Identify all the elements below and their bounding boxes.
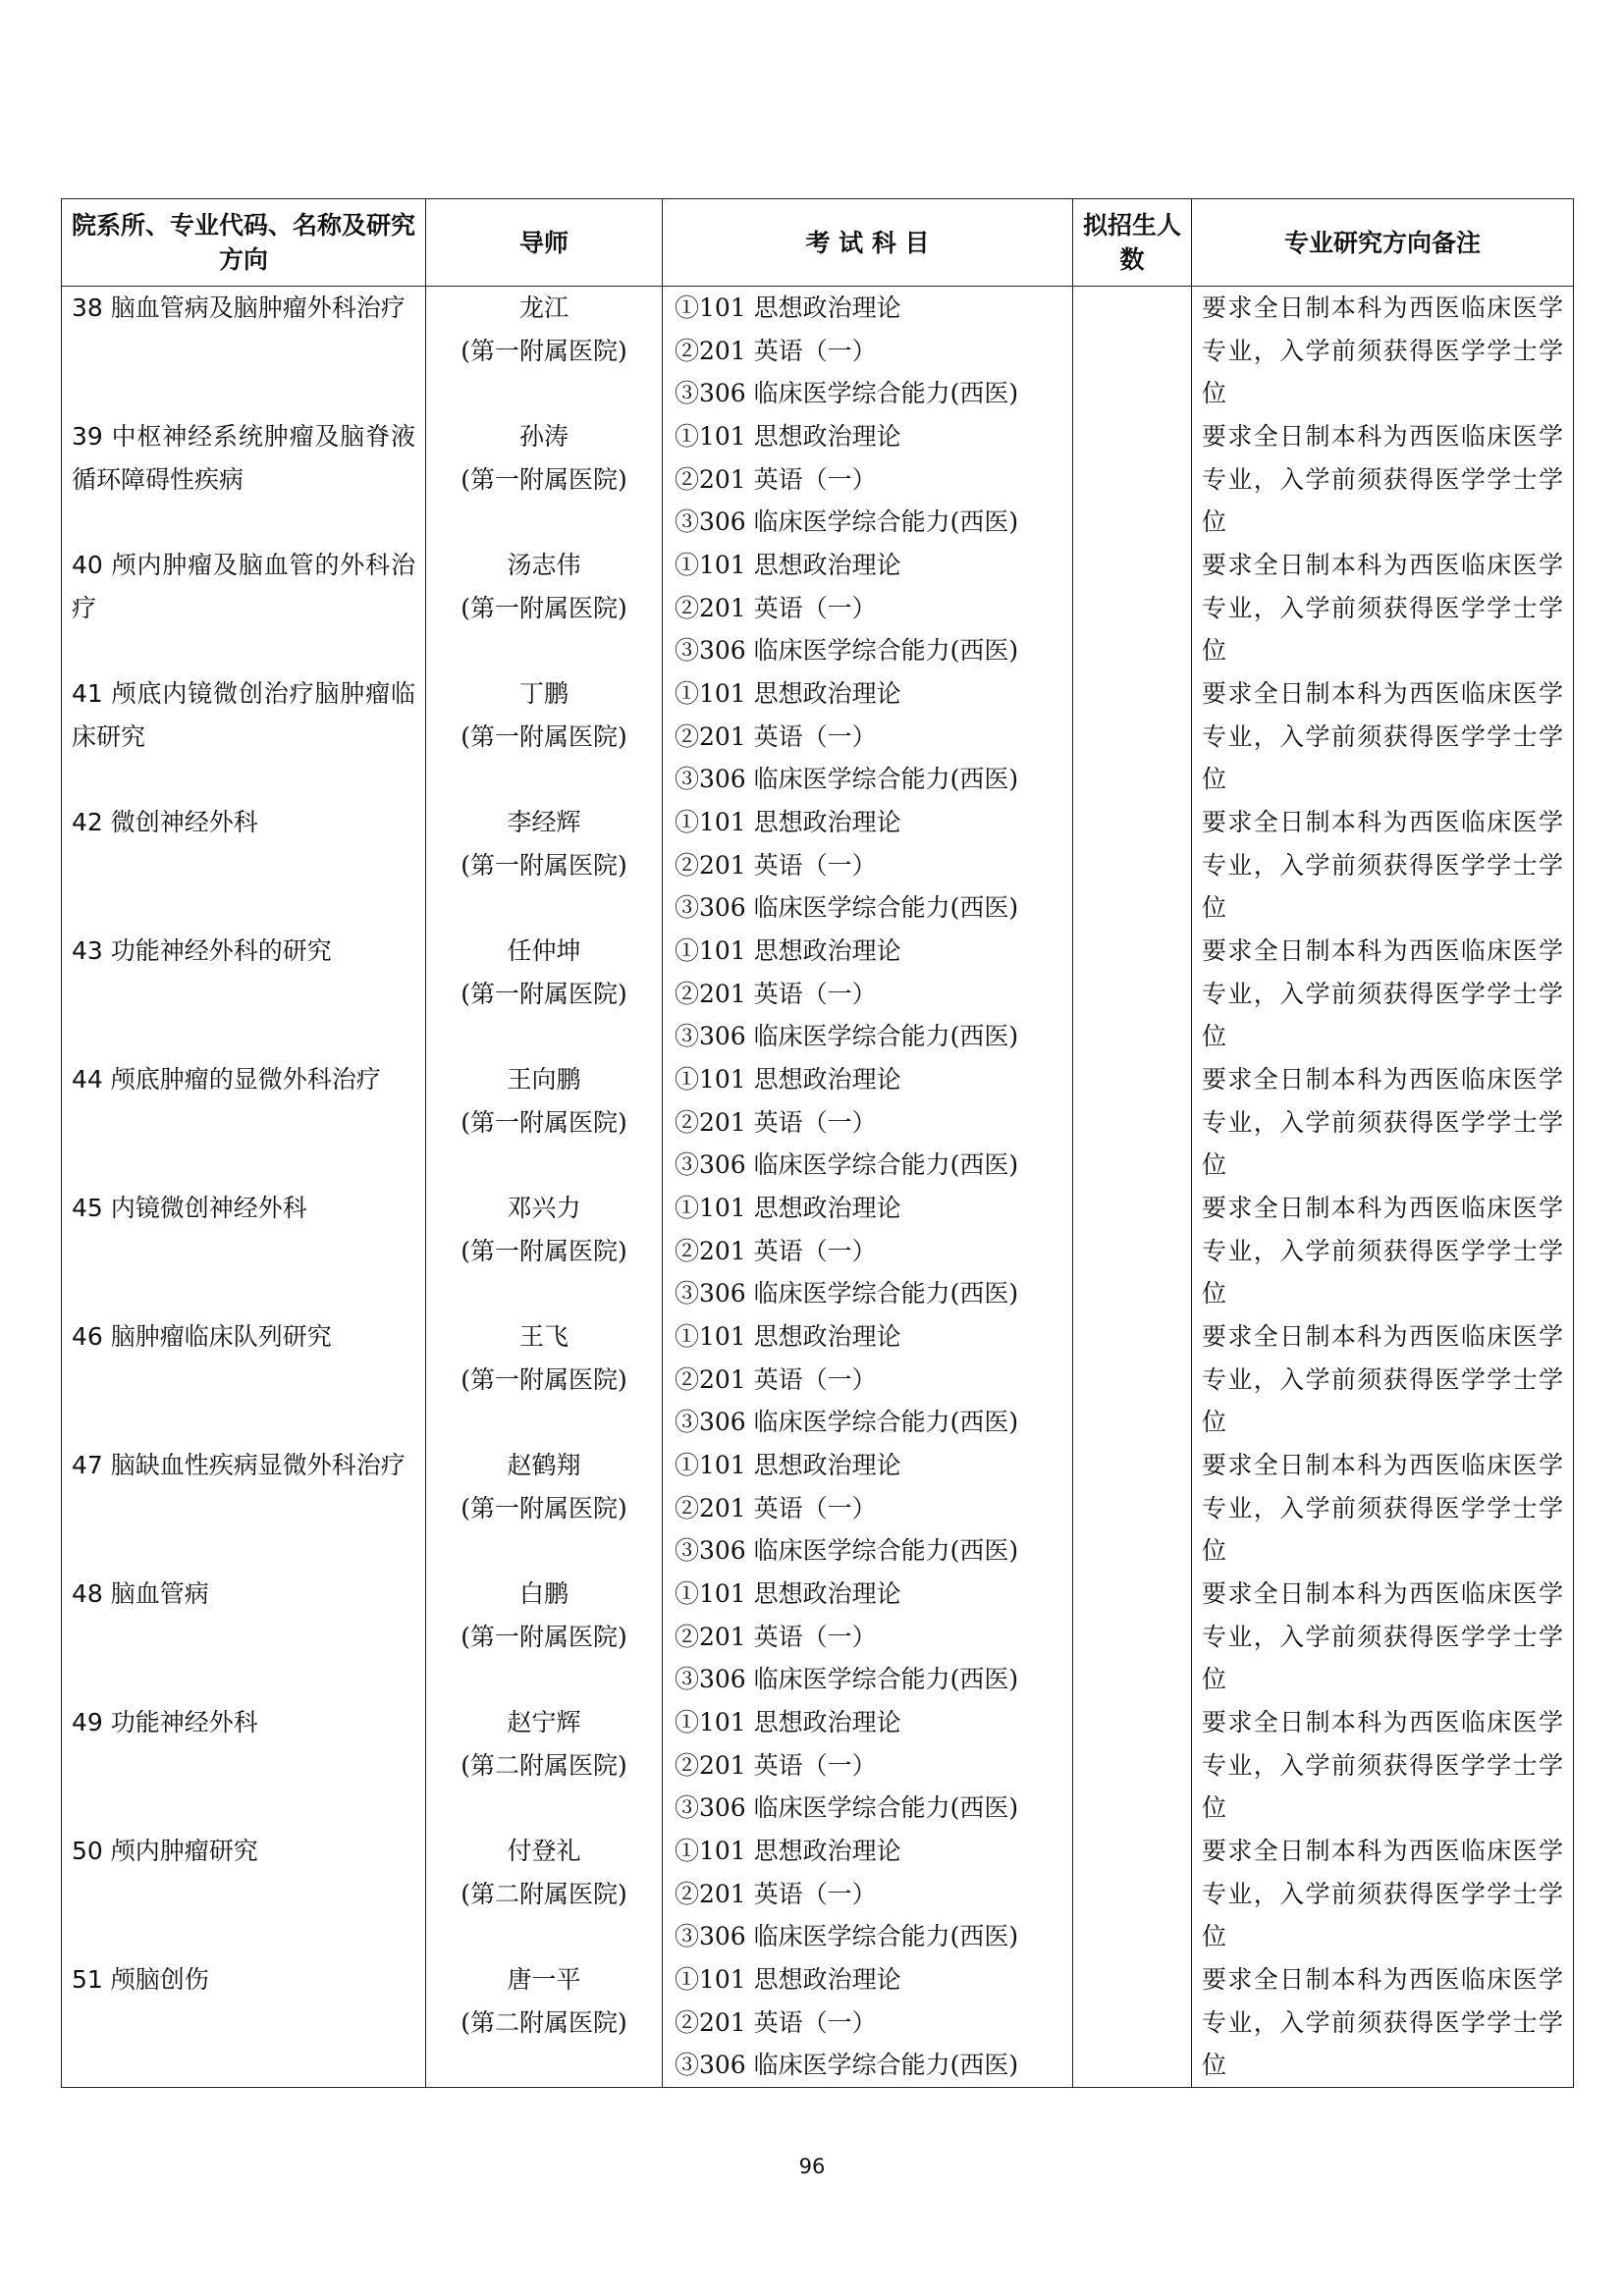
supervisor-hospital: (第一附属医院) <box>460 1622 627 1651</box>
direction-number: 39 <box>72 422 103 451</box>
exam-subject: ③306 临床医学综合能力(西医) <box>675 1408 1019 1437</box>
supervisor-cell <box>426 1958 663 2088</box>
exam-subject: ②201 英语（一） <box>675 979 877 1008</box>
exam-subject: ①101 思想政治理论 <box>675 1708 901 1736</box>
supervisor-hospital: (第一附属医院) <box>460 721 627 751</box>
subjects-cell <box>663 1058 1073 1187</box>
table-row <box>62 930 1574 1058</box>
exam-subject: ③306 临床医学综合能力(西医) <box>675 1793 1019 1823</box>
subjects-cell <box>663 1444 1073 1573</box>
table-header-row <box>62 199 1574 287</box>
supervisor-cell <box>426 1058 663 1187</box>
supervisor-name: 王向鹏 <box>507 1065 581 1094</box>
subjects-cell <box>663 287 1073 416</box>
note-cell: 要求全日制本科为西医临床医学专业，入学前须获得医学学士学位 <box>1192 801 1574 930</box>
exam-subject: ②201 英语（一） <box>675 464 877 494</box>
table-row <box>62 801 1574 930</box>
page-number: 96 <box>798 2155 826 2178</box>
supervisor-name: 李经辉 <box>507 808 581 836</box>
subjects-cell <box>663 1958 1073 2088</box>
quota-cell <box>1073 1187 1192 1315</box>
note-cell: 要求全日制本科为西医临床医学专业，入学前须获得医学学士学位 <box>1192 1958 1574 2088</box>
supervisor-hospital: (第一附属医院) <box>460 464 627 494</box>
direction-number: 44 <box>72 1065 103 1094</box>
subjects-cell <box>663 1830 1073 1958</box>
direction-name: 脑血管病 <box>110 1579 209 1608</box>
exam-subject: ①101 思想政治理论 <box>675 1451 901 1479</box>
note-cell: 要求全日制本科为西医临床医学专业，入学前须获得医学学士学位 <box>1192 1058 1574 1187</box>
supervisor-hospital: (第一附属医院) <box>460 1493 627 1522</box>
note-cell: 要求全日制本科为西医临床医学专业，入学前须获得医学学士学位 <box>1192 1573 1574 1701</box>
table-row <box>62 1444 1574 1573</box>
exam-subject: ②201 英语（一） <box>675 1879 877 1908</box>
table-body <box>62 287 1574 2088</box>
table-row <box>62 1573 1574 1701</box>
table-row <box>62 1830 1574 1958</box>
direction-name: 脑血管病及脑肿瘤外科治疗 <box>110 294 406 322</box>
exam-subject: ②201 英语（一） <box>675 1236 877 1265</box>
exam-subject: ②201 英语（一） <box>675 1364 877 1394</box>
supervisor-hospital: (第一附属医院) <box>460 336 627 365</box>
quota-cell <box>1073 1958 1192 2088</box>
direction-name: 颅内肿瘤及脑血管的外科治疗 <box>72 551 415 622</box>
quota-cell <box>1073 544 1192 672</box>
supervisor-name: 丁鹏 <box>518 679 568 708</box>
direction-cell <box>62 1444 426 1573</box>
supervisor-hospital: (第一附属医院) <box>460 979 627 1008</box>
header-supervisor: 导师 <box>426 199 663 287</box>
table-row <box>62 1315 1574 1444</box>
table-row <box>62 415 1574 544</box>
header-direction: 院系所、专业代码、名称及研究方向 <box>62 199 426 287</box>
exam-subject: ①101 思想政治理论 <box>675 1065 901 1094</box>
direction-name: 脑缺血性疾病显微外科治疗 <box>110 1451 406 1479</box>
note-cell: 要求全日制本科为西医临床医学专业，入学前须获得医学学士学位 <box>1192 672 1574 801</box>
exam-subject: ①101 思想政治理论 <box>675 1194 901 1222</box>
subjects-cell <box>663 930 1073 1058</box>
header-quota: 拟招生人数 <box>1073 199 1192 287</box>
direction-number: 49 <box>72 1708 103 1736</box>
exam-subject: ②201 英语（一） <box>675 2007 877 2037</box>
table-row <box>62 672 1574 801</box>
exam-subject: ①101 思想政治理论 <box>675 422 901 451</box>
supervisor-cell <box>426 544 663 672</box>
table-row <box>62 1187 1574 1315</box>
subjects-cell <box>663 544 1073 672</box>
supervisor-hospital: (第二附属医院) <box>460 2007 627 2037</box>
direction-number: 47 <box>72 1451 103 1479</box>
supervisor-cell <box>426 1187 663 1315</box>
subjects-cell <box>663 1187 1073 1315</box>
exam-subject: ②201 英语（一） <box>675 593 877 622</box>
table-row <box>62 287 1574 416</box>
supervisor-name: 付登礼 <box>507 1837 581 1865</box>
supervisor-name: 任仲坤 <box>507 936 581 965</box>
supervisor-cell <box>426 415 663 544</box>
direction-number: 48 <box>72 1579 103 1608</box>
quota-cell <box>1073 930 1192 1058</box>
subjects-cell <box>663 1573 1073 1701</box>
supervisor-name: 唐一平 <box>507 1965 581 1994</box>
supervisor-name: 孙涛 <box>518 422 568 451</box>
subjects-cell <box>663 1315 1073 1444</box>
exam-subject: ③306 临床医学综合能力(西医) <box>675 893 1019 923</box>
exam-subject: ②201 英语（一） <box>675 850 877 880</box>
exam-subject: ①101 思想政治理论 <box>675 1322 901 1351</box>
table-row <box>62 1958 1574 2088</box>
exam-subject: ①101 思想政治理论 <box>675 936 901 965</box>
direction-name: 功能神经外科的研究 <box>110 936 332 965</box>
quota-cell <box>1073 1830 1192 1958</box>
table-row <box>62 544 1574 672</box>
supervisor-cell <box>426 930 663 1058</box>
supervisor-name: 王飞 <box>518 1322 568 1351</box>
note-cell: 要求全日制本科为西医临床医学专业，入学前须获得医学学士学位 <box>1192 1444 1574 1573</box>
exam-subject: ③306 临床医学综合能力(西医) <box>675 1922 1019 1951</box>
supervisor-cell <box>426 1701 663 1830</box>
subjects-cell <box>663 801 1073 930</box>
header-notes: 专业研究方向备注 <box>1192 199 1574 287</box>
table-row <box>62 1058 1574 1187</box>
exam-subject: ①101 思想政治理论 <box>675 1579 901 1608</box>
exam-subject: ①101 思想政治理论 <box>675 1837 901 1865</box>
supervisor-hospital: (第一附属医院) <box>460 1364 627 1394</box>
note-cell: 要求全日制本科为西医临床医学专业，入学前须获得医学学士学位 <box>1192 1187 1574 1315</box>
exam-subject: ①101 思想政治理论 <box>675 1965 901 1994</box>
supervisor-cell <box>426 1573 663 1701</box>
direction-number: 38 <box>72 294 103 322</box>
note-cell: 要求全日制本科为西医临床医学专业，入学前须获得医学学士学位 <box>1192 544 1574 672</box>
exam-subject: ③306 临床医学综合能力(西医) <box>675 1150 1019 1180</box>
direction-number: 41 <box>72 679 103 708</box>
exam-subject: ②201 英语（一） <box>675 1493 877 1522</box>
direction-number: 43 <box>72 936 103 965</box>
supervisor-hospital: (第二附属医院) <box>460 1879 627 1908</box>
quota-cell <box>1073 1444 1192 1573</box>
exam-subject: ①101 思想政治理论 <box>675 808 901 836</box>
direction-name: 颅底肿瘤的显微外科治疗 <box>110 1065 381 1094</box>
subjects-cell <box>663 672 1073 801</box>
direction-cell <box>62 930 426 1058</box>
exam-subject: ①101 思想政治理论 <box>675 294 901 322</box>
direction-number: 51 <box>72 1965 103 1994</box>
quota-cell <box>1073 415 1192 544</box>
note-cell: 要求全日制本科为西医临床医学专业，入学前须获得医学学士学位 <box>1192 415 1574 544</box>
quota-cell <box>1073 801 1192 930</box>
supervisor-name: 赵宁辉 <box>507 1708 581 1736</box>
quota-cell <box>1073 1573 1192 1701</box>
direction-number: 40 <box>72 551 103 579</box>
exam-subject: ①101 思想政治理论 <box>675 551 901 579</box>
supervisor-hospital: (第一附属医院) <box>460 850 627 880</box>
exam-subject: ③306 临床医学综合能力(西医) <box>675 1279 1019 1308</box>
direction-name: 内镜微创神经外科 <box>110 1194 307 1222</box>
supervisor-cell <box>426 1830 663 1958</box>
supervisor-cell <box>426 801 663 930</box>
direction-cell <box>62 287 426 416</box>
quota-cell <box>1073 1058 1192 1187</box>
direction-name: 微创神经外科 <box>110 808 258 836</box>
direction-name: 脑肿瘤临床队列研究 <box>110 1322 332 1351</box>
supervisor-hospital: (第一附属医院) <box>460 1236 627 1265</box>
enrollment-table <box>61 198 1574 2088</box>
quota-cell <box>1073 287 1192 416</box>
direction-name: 中枢神经系统肿瘤及脑脊液循环障碍性疾病 <box>72 422 415 494</box>
note-cell: 要求全日制本科为西医临床医学专业，入学前须获得医学学士学位 <box>1192 1315 1574 1444</box>
direction-number: 46 <box>72 1322 103 1351</box>
note-cell: 要求全日制本科为西医临床医学专业，入学前须获得医学学士学位 <box>1192 287 1574 416</box>
direction-cell <box>62 1187 426 1315</box>
direction-name: 颅底内镜微创治疗脑肿瘤临床研究 <box>72 679 415 751</box>
supervisor-hospital: (第二附属医院) <box>460 1750 627 1780</box>
header-subjects: 考 试 科 目 <box>663 199 1073 287</box>
exam-subject: ②201 英语（一） <box>675 721 877 751</box>
exam-subject: ③306 临床医学综合能力(西医) <box>675 1022 1019 1051</box>
direction-cell <box>62 1958 426 2088</box>
exam-subject: ③306 临床医学综合能力(西医) <box>675 1536 1019 1566</box>
subjects-cell <box>663 1701 1073 1830</box>
direction-cell <box>62 544 426 672</box>
direction-cell <box>62 1315 426 1444</box>
direction-name: 颅脑创伤 <box>110 1965 209 1994</box>
exam-subject: ②201 英语（一） <box>675 1750 877 1780</box>
supervisor-name: 汤志伟 <box>507 551 581 579</box>
supervisor-name: 赵鹤翔 <box>507 1451 581 1479</box>
exam-subject: ③306 临床医学综合能力(西医) <box>675 1665 1019 1694</box>
exam-subject: ③306 临床医学综合能力(西医) <box>675 379 1019 408</box>
direction-cell <box>62 1830 426 1958</box>
exam-subject: ②201 英语（一） <box>675 1622 877 1651</box>
direction-number: 42 <box>72 808 103 836</box>
direction-number: 45 <box>72 1194 103 1222</box>
supervisor-cell <box>426 1315 663 1444</box>
direction-name: 功能神经外科 <box>110 1708 258 1736</box>
supervisor-hospital: (第一附属医院) <box>460 1107 627 1137</box>
exam-subject: ③306 临床医学综合能力(西医) <box>675 765 1019 794</box>
supervisor-name: 邓兴力 <box>507 1194 581 1222</box>
supervisor-name: 白鹏 <box>518 1579 568 1608</box>
exam-subject: ③306 临床医学综合能力(西医) <box>675 2051 1019 2080</box>
supervisor-hospital: (第一附属医院) <box>460 593 627 622</box>
quota-cell <box>1073 672 1192 801</box>
direction-cell <box>62 1573 426 1701</box>
subjects-cell <box>663 415 1073 544</box>
note-cell: 要求全日制本科为西医临床医学专业，入学前须获得医学学士学位 <box>1192 930 1574 1058</box>
supervisor-name: 龙江 <box>518 294 568 322</box>
direction-cell <box>62 415 426 544</box>
exam-subject: ②201 英语（一） <box>675 1107 877 1137</box>
direction-cell <box>62 1058 426 1187</box>
quota-cell <box>1073 1315 1192 1444</box>
supervisor-cell <box>426 1444 663 1573</box>
exam-subject: ②201 英语（一） <box>675 336 877 365</box>
note-cell: 要求全日制本科为西医临床医学专业，入学前须获得医学学士学位 <box>1192 1701 1574 1830</box>
note-cell: 要求全日制本科为西医临床医学专业，入学前须获得医学学士学位 <box>1192 1830 1574 1958</box>
quota-cell <box>1073 1701 1192 1830</box>
exam-subject: ③306 临床医学综合能力(西医) <box>675 636 1019 666</box>
direction-cell <box>62 672 426 801</box>
exam-subject: ③306 临床医学综合能力(西医) <box>675 507 1019 537</box>
exam-subject: ①101 思想政治理论 <box>675 679 901 708</box>
supervisor-cell <box>426 672 663 801</box>
direction-cell <box>62 1701 426 1830</box>
table-row <box>62 1701 1574 1830</box>
direction-number: 50 <box>72 1837 103 1865</box>
supervisor-cell <box>426 287 663 416</box>
direction-cell <box>62 801 426 930</box>
direction-name: 颅内肿瘤研究 <box>110 1837 258 1865</box>
